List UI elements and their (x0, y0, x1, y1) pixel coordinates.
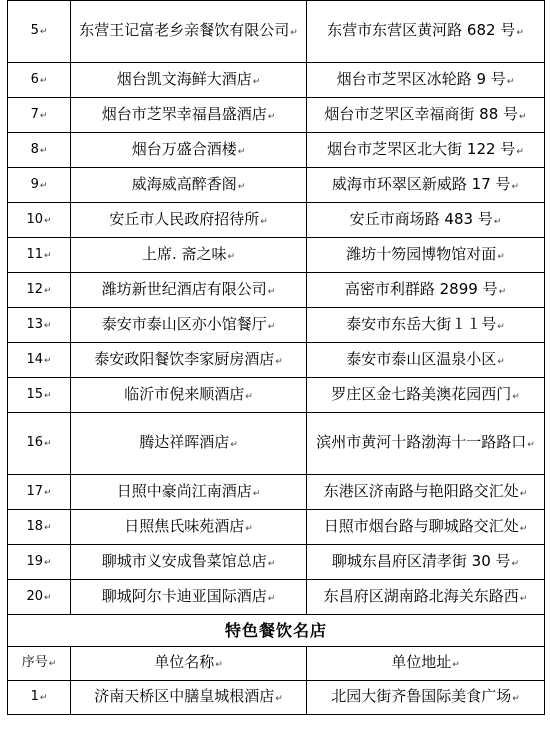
table-row (8, 545, 545, 580)
row-number-text: 9 (30, 176, 39, 192)
unit-name-text: 泰安政阳餐饮李家厨房酒店 (94, 349, 275, 368)
unit-address-text: 烟台市芝罘区北大街 122 号 (327, 139, 516, 158)
paragraph-mark-icon: ↵ (452, 660, 460, 670)
unit-name-text: 临沂市倪来顺酒店 (124, 384, 245, 403)
unit-name (71, 63, 307, 98)
table-row (8, 238, 545, 273)
paragraph-mark-icon: ↵ (44, 215, 52, 226)
row-number (8, 413, 71, 475)
row-number-text: 17 (26, 483, 43, 499)
paragraph-mark-icon: ↵ (267, 593, 276, 604)
table-row (8, 63, 545, 98)
unit-address (307, 681, 545, 715)
unit-name (71, 378, 307, 413)
row-number (8, 98, 71, 133)
paragraph-mark-icon: ↵ (497, 321, 505, 332)
unit-address-text: 聊城东昌府区清孝街 30 号 (331, 551, 511, 570)
paragraph-mark-icon: ↵ (516, 146, 524, 157)
header-name-text: 单位名称 (154, 653, 215, 671)
paragraph-mark-icon: ↵ (497, 356, 505, 367)
table-row (8, 580, 545, 615)
unit-address (307, 238, 545, 273)
unit-address-text: 滨州市黄河十路渤海十一路路口 (316, 433, 527, 451)
unit-address-text: 东港区济南路与艳阳路交汇处 (323, 481, 519, 500)
header-address (307, 647, 545, 681)
row-number (8, 133, 71, 168)
paragraph-mark-icon: ↵ (215, 660, 223, 670)
unit-address (307, 510, 545, 545)
paragraph-mark-icon: ↵ (245, 523, 253, 534)
paragraph-mark-icon: ↵ (230, 440, 238, 450)
table-row (8, 133, 545, 168)
row-number-text: 13 (26, 316, 43, 332)
paragraph-mark-icon: ↵ (260, 216, 268, 227)
unit-address (307, 378, 545, 413)
unit-address (307, 203, 545, 238)
unit-name (71, 308, 307, 343)
unit-address-text: 东营市东营区黄河路 682 号 (327, 21, 516, 39)
row-number (8, 168, 71, 203)
table-row (8, 475, 545, 510)
unit-address-text: 泰安市泰山区温泉小区 (346, 349, 497, 368)
paragraph-mark-icon: ↵ (44, 320, 52, 331)
paragraph-mark-icon: ↵ (511, 558, 520, 569)
unit-name-text: 上席. 斋之味 (141, 244, 227, 263)
paragraph-mark-icon: ↵ (44, 439, 52, 449)
unit-name (71, 98, 307, 133)
table-row (8, 98, 545, 133)
paragraph-mark-icon: ↵ (48, 659, 57, 669)
unit-address-text: 安丘市商场路 483 号 (349, 209, 493, 228)
unit-name-text: 济南天桥区中膳皇城根酒店 (94, 687, 275, 705)
paragraph-mark-icon: ↵ (275, 694, 283, 704)
paragraph-mark-icon: ↵ (44, 285, 52, 296)
row-number-text: 16 (26, 435, 43, 450)
row-number-text: 8 (30, 141, 39, 157)
unit-address-text: 潍坊十笏园博物馆对面 (346, 244, 497, 263)
table-row (8, 681, 545, 715)
row-number (8, 510, 71, 545)
unit-address (307, 98, 545, 133)
unit-name (71, 273, 307, 308)
table-row (8, 308, 545, 343)
paragraph-mark-icon: ↵ (519, 488, 528, 499)
section-title-row (8, 615, 545, 647)
row-number-text: 14 (26, 351, 43, 367)
paragraph-mark-icon: ↵ (519, 523, 528, 534)
unit-name-text: 腾达祥晖酒店 (139, 433, 230, 451)
paragraph-mark-icon: ↵ (252, 488, 261, 499)
table-row (8, 343, 545, 378)
table-row (8, 203, 545, 238)
unit-name-text: 聊城市义安成鲁菜馆总店 (101, 551, 267, 570)
paragraph-mark-icon: ↵ (512, 391, 520, 402)
unit-name-text: 泰安市泰山区亦小馆餐厅 (101, 314, 267, 333)
unit-name (71, 413, 307, 475)
row-number-text: 18 (26, 518, 43, 534)
table-header-row (8, 647, 545, 681)
paragraph-mark-icon: ↵ (511, 181, 520, 192)
section-title: 特色餐饮名店 (8, 615, 545, 647)
paragraph-mark-icon: ↵ (252, 76, 261, 87)
paragraph-mark-icon: ↵ (39, 110, 48, 121)
paragraph-mark-icon: ↵ (237, 181, 246, 192)
unit-address-text: 烟台市芝罘区幸福商街 88 号 (324, 104, 519, 123)
row-number-text: 12 (26, 281, 43, 297)
unit-name (71, 475, 307, 510)
header-number (8, 647, 71, 681)
unit-name (71, 580, 307, 615)
row-number-text: 20 (26, 588, 43, 604)
row-number (8, 63, 71, 98)
row-number-text: 10 (26, 211, 43, 227)
paragraph-mark-icon: ↵ (227, 251, 236, 262)
restaurant-table-body (8, 1, 545, 715)
unit-name (71, 681, 307, 715)
paragraph-mark-icon: ↵ (498, 286, 507, 297)
unit-address-text: 烟台市芝罘区冰轮路 9 号 (336, 69, 506, 88)
unit-name-text: 聊城阿尔卡迪亚国际酒店 (101, 586, 267, 605)
table-row (8, 1, 545, 63)
row-number (8, 475, 71, 510)
header-number-text: 序号 (21, 655, 48, 670)
unit-name (71, 545, 307, 580)
row-number (8, 681, 71, 715)
paragraph-mark-icon: ↵ (497, 251, 505, 262)
unit-name-text: 日照焦氏味苑酒店 (124, 516, 245, 535)
row-number (8, 308, 71, 343)
paragraph-mark-icon: ↵ (44, 487, 52, 498)
row-number (8, 343, 71, 378)
unit-name (71, 238, 307, 273)
paragraph-mark-icon: ↵ (39, 693, 48, 703)
unit-name (71, 133, 307, 168)
row-number (8, 1, 71, 63)
row-number-text: 15 (26, 386, 43, 402)
paragraph-mark-icon: ↵ (290, 28, 298, 38)
unit-name-text: 东营王记富老乡亲餐饮有限公司 (79, 21, 290, 39)
paragraph-mark-icon: ↵ (44, 355, 52, 366)
table-row (8, 510, 545, 545)
unit-address-text: 日照市烟台路与聊城路交汇处 (323, 516, 519, 535)
unit-name-text: 烟台凯文海鲜大酒店 (116, 69, 252, 88)
row-number-text: 7 (30, 106, 39, 122)
paragraph-mark-icon: ↵ (39, 75, 48, 86)
row-number-text: 19 (26, 553, 43, 569)
paragraph-mark-icon: ↵ (527, 440, 535, 450)
unit-address (307, 545, 545, 580)
paragraph-mark-icon: ↵ (506, 76, 515, 87)
paragraph-mark-icon: ↵ (39, 145, 48, 156)
header-name (71, 647, 307, 681)
paragraph-mark-icon: ↵ (39, 180, 48, 191)
paragraph-mark-icon: ↵ (44, 557, 52, 568)
unit-name-text: 潍坊新世纪酒店有限公司 (101, 279, 267, 298)
unit-address (307, 133, 545, 168)
unit-address (307, 1, 545, 63)
unit-name-text: 烟台市芝罘幸福昌盛酒店 (101, 104, 267, 123)
paragraph-mark-icon: ↵ (512, 694, 520, 704)
paragraph-mark-icon: ↵ (516, 28, 524, 38)
unit-name (71, 510, 307, 545)
paragraph-mark-icon: ↵ (39, 27, 48, 37)
unit-address-text: 东昌府区湖南路北海关东路西 (323, 586, 519, 605)
paragraph-mark-icon: ↵ (44, 390, 52, 401)
unit-address-text: 高密市利群路 2899 号 (344, 279, 498, 298)
row-number (8, 203, 71, 238)
unit-address (307, 343, 545, 378)
header-address-text: 单位地址 (391, 653, 452, 671)
paragraph-mark-icon: ↵ (275, 356, 283, 367)
row-number (8, 238, 71, 273)
paragraph-mark-icon: ↵ (267, 286, 276, 297)
row-number-text: 1 (30, 689, 39, 704)
unit-name-text: 烟台万盛合酒楼 (131, 139, 237, 158)
unit-name (71, 343, 307, 378)
unit-name-text: 安丘市人民政府招待所 (109, 209, 260, 228)
paragraph-mark-icon: ↵ (519, 593, 528, 604)
unit-name (71, 1, 307, 63)
row-number-text: 11 (26, 246, 43, 262)
table-row (8, 273, 545, 308)
unit-address-text: 泰安市东岳大街１１号 (346, 314, 497, 333)
unit-name-text: 威海威高醉香阁 (131, 174, 237, 193)
paragraph-mark-icon: ↵ (44, 250, 52, 261)
unit-address (307, 308, 545, 343)
unit-address-text: 威海市环翠区新威路 17 号 (331, 174, 511, 193)
table-row (8, 413, 545, 475)
paragraph-mark-icon: ↵ (519, 111, 527, 122)
unit-address (307, 273, 545, 308)
table-row (8, 378, 545, 413)
unit-name-text: 日照中豪尚江南酒店 (116, 481, 252, 500)
unit-name (71, 168, 307, 203)
paragraph-mark-icon: ↵ (493, 216, 502, 227)
row-number-text: 6 (30, 71, 39, 87)
unit-address-text: 罗庄区金七路美澳花园西门 (331, 384, 512, 403)
restaurant-table (7, 0, 545, 715)
unit-address (307, 580, 545, 615)
paragraph-mark-icon: ↵ (237, 146, 246, 157)
paragraph-mark-icon: ↵ (267, 111, 276, 122)
row-number (8, 273, 71, 308)
unit-address (307, 63, 545, 98)
unit-name (71, 203, 307, 238)
table-row (8, 168, 545, 203)
row-number (8, 580, 71, 615)
paragraph-mark-icon: ↵ (267, 558, 276, 569)
row-number (8, 545, 71, 580)
unit-address (307, 475, 545, 510)
paragraph-mark-icon: ↵ (267, 321, 276, 332)
row-number (8, 378, 71, 413)
paragraph-mark-icon: ↵ (44, 592, 52, 603)
paragraph-mark-icon: ↵ (44, 522, 52, 533)
row-number-text: 5 (30, 23, 39, 38)
unit-address (307, 168, 545, 203)
unit-address (307, 413, 545, 475)
paragraph-mark-icon: ↵ (245, 391, 253, 402)
unit-address-text: 北园大街齐鲁国际美食广场 (331, 687, 512, 705)
